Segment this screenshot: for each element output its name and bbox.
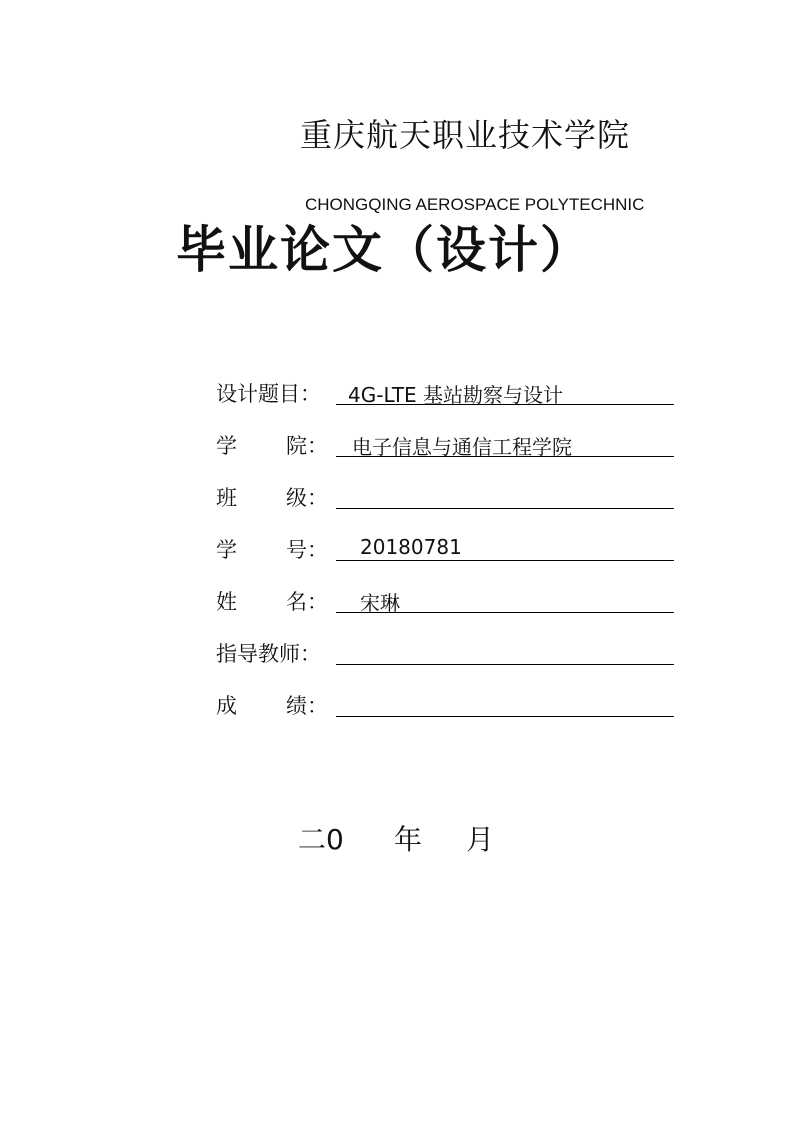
topic-label: 设计题目： xyxy=(216,382,321,406)
topic-row xyxy=(216,376,676,428)
class-row xyxy=(216,480,676,532)
college-label-a: 学 xyxy=(216,434,237,458)
name-label xyxy=(216,586,328,616)
advisor-row xyxy=(216,636,676,688)
college-value: 电子信息与通信工程学院 xyxy=(352,435,572,459)
grade-label-a: 成 xyxy=(216,694,237,718)
student-id-label-b: 号： xyxy=(286,538,328,562)
grade-label-b: 绩： xyxy=(286,694,328,718)
class-label xyxy=(216,482,328,512)
class-underline xyxy=(336,508,674,509)
name-label-b: 名： xyxy=(286,590,328,614)
document-title: 毕业论文（设计） xyxy=(176,221,592,279)
name-label-a: 姓 xyxy=(216,590,237,614)
student-id-value: 20180781 xyxy=(360,535,462,559)
topic-value: 4G-LTE 基站勘察与设计 xyxy=(348,383,564,407)
cover-info-form xyxy=(216,376,676,740)
grade-row xyxy=(216,688,676,740)
submission-date xyxy=(298,818,494,858)
college-label xyxy=(216,430,328,460)
date-month: 月 xyxy=(466,823,495,856)
name-row xyxy=(216,584,676,636)
grade-underline xyxy=(336,716,674,717)
college-label-b: 院： xyxy=(286,434,328,458)
student-id-label xyxy=(216,534,328,564)
student-id-underline xyxy=(336,560,674,561)
advisor-underline xyxy=(336,664,674,665)
date-prefix: 二0 xyxy=(298,823,344,856)
class-label-a: 班 xyxy=(216,486,237,510)
student-id-row xyxy=(216,532,676,584)
school-name-cn: 重庆航天职业技术学院 xyxy=(300,116,631,154)
college-row xyxy=(216,428,676,480)
advisor-label: 指导教师： xyxy=(216,642,321,666)
grade-label xyxy=(216,690,328,720)
student-id-label-a: 学 xyxy=(216,538,237,562)
class-label-b: 级： xyxy=(286,486,328,510)
school-name-en: CHONGQING AEROSPACE POLYTECHNIC xyxy=(305,195,645,214)
name-value: 宋琳 xyxy=(360,591,400,615)
date-year: 年 xyxy=(394,823,423,856)
